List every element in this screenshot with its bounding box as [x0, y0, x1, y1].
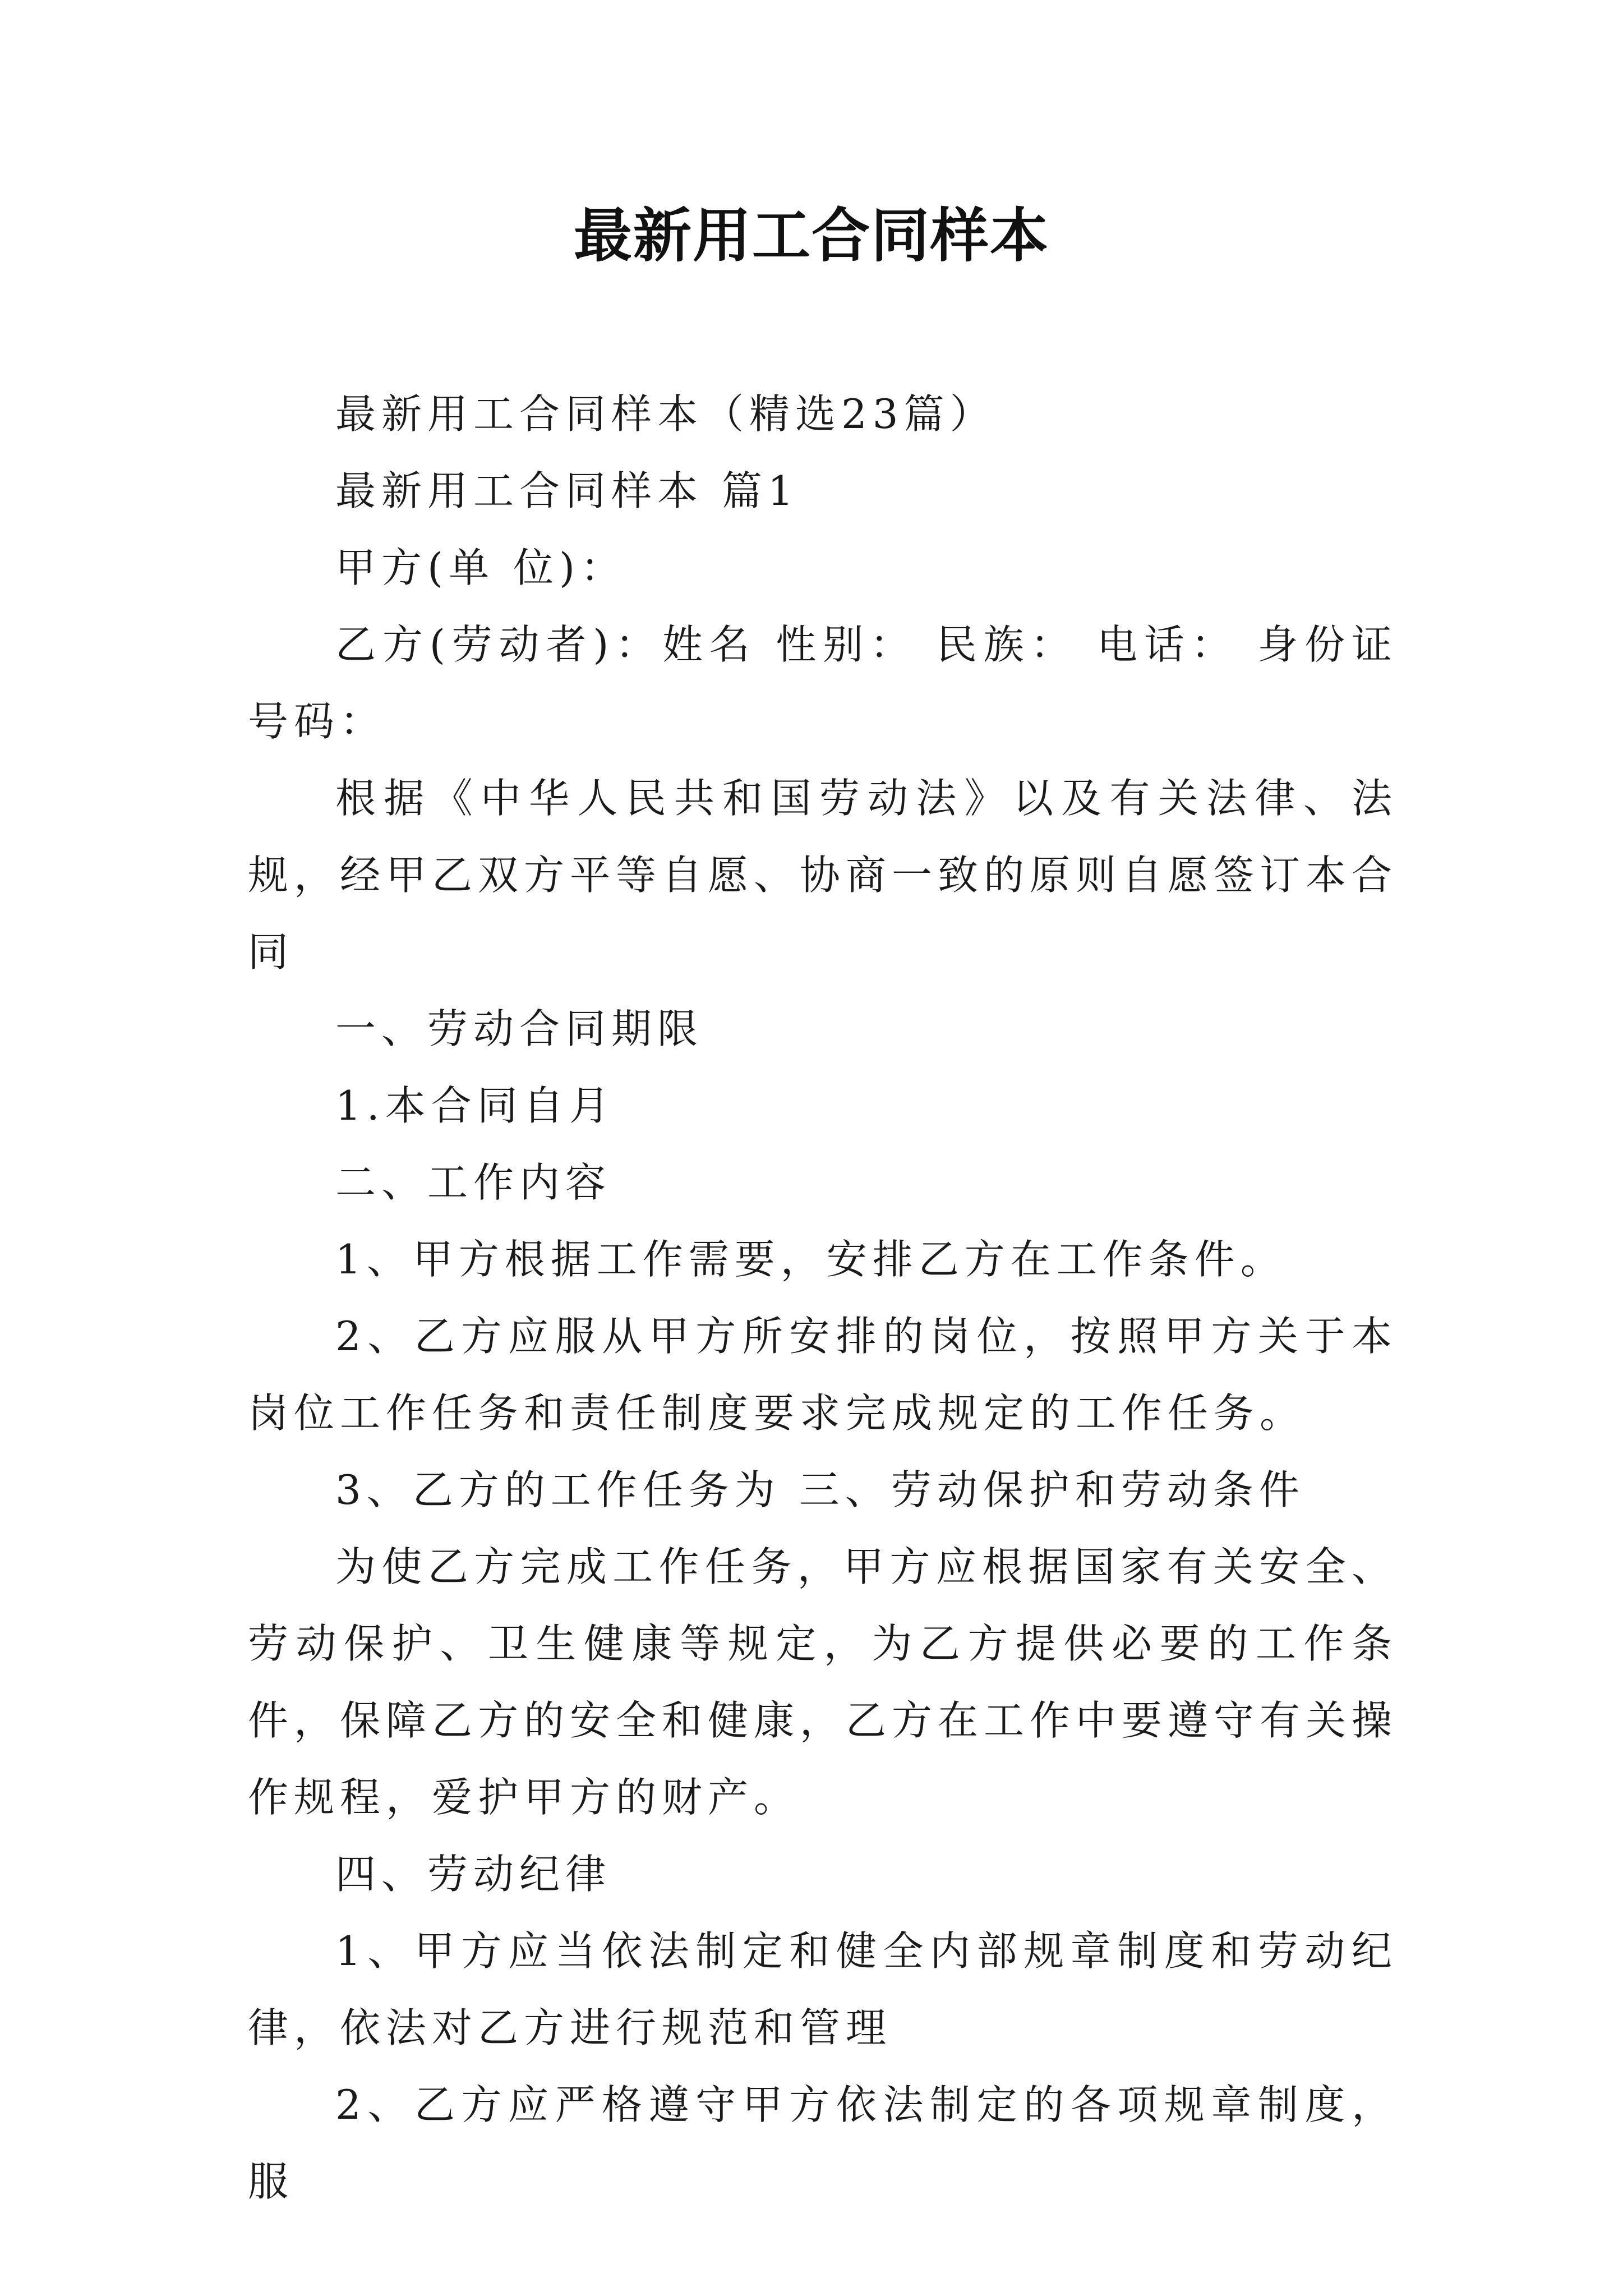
- paragraph-preamble: 根据《中华人民共和国劳动法》以及有关法律、法规，经甲乙双方平等自愿、协商一致的原则自愿签订本合同: [248, 775, 1398, 976]
- paragraph-subtitle: 最新用工合同样本（精选23篇）: [335, 390, 996, 438]
- paragraph-clause-3-body: 为使乙方完成工作任务，甲方应根据国家有关安全、劳动保护、卫生健康等规定，为乙方提供必要的工作条件，保障乙方的安全和健康，乙方在工作中要遵守有关操作规程，爱护甲方的财产。: [248, 1543, 1398, 1821]
- paragraph-party-b: 乙方(劳动者)：姓名 性别： 民族： 电话： 身份证号码：: [248, 621, 1398, 745]
- paragraph-clause-1-heading: 一、劳动合同期限: [335, 1005, 704, 1052]
- paragraph-clause-1-1: 1.本合同自月: [335, 1082, 615, 1129]
- document-body: [248, 376, 1398, 2220]
- paragraph-section-heading: 最新用工合同样本 篇1: [335, 467, 799, 514]
- paragraph-clause-2-3: 3、乙方的工作任务为 三、劳动保护和劳动条件: [335, 1466, 1305, 1513]
- paragraph-clause-4-1: 1、甲方应当依法制定和健全内部规章制度和劳动纪律，依法对乙方进行规范和管理: [248, 1927, 1398, 2051]
- paragraph-clause-2-2: 2、乙方应服从甲方所安排的岗位，按照甲方关于本岗位工作任务和责任制度要求完成规定的工作任务。: [248, 1313, 1398, 1437]
- paragraph-party-a: 甲方(单 位)：: [335, 544, 627, 591]
- paragraph-clause-2-heading: 二、工作内容: [335, 1159, 612, 1206]
- paragraph-clause-4-2: 2、乙方应严格遵守甲方依法制定的各项规章制度，服: [248, 2081, 1398, 2205]
- paragraph-clause-2-1: 1、甲方根据工作需要，安排乙方在工作条件。: [335, 1236, 1287, 1283]
- paragraph-clause-4-heading: 四、劳动纪律: [335, 1851, 612, 1898]
- document-title: 最新用工合同样本: [573, 201, 1049, 270]
